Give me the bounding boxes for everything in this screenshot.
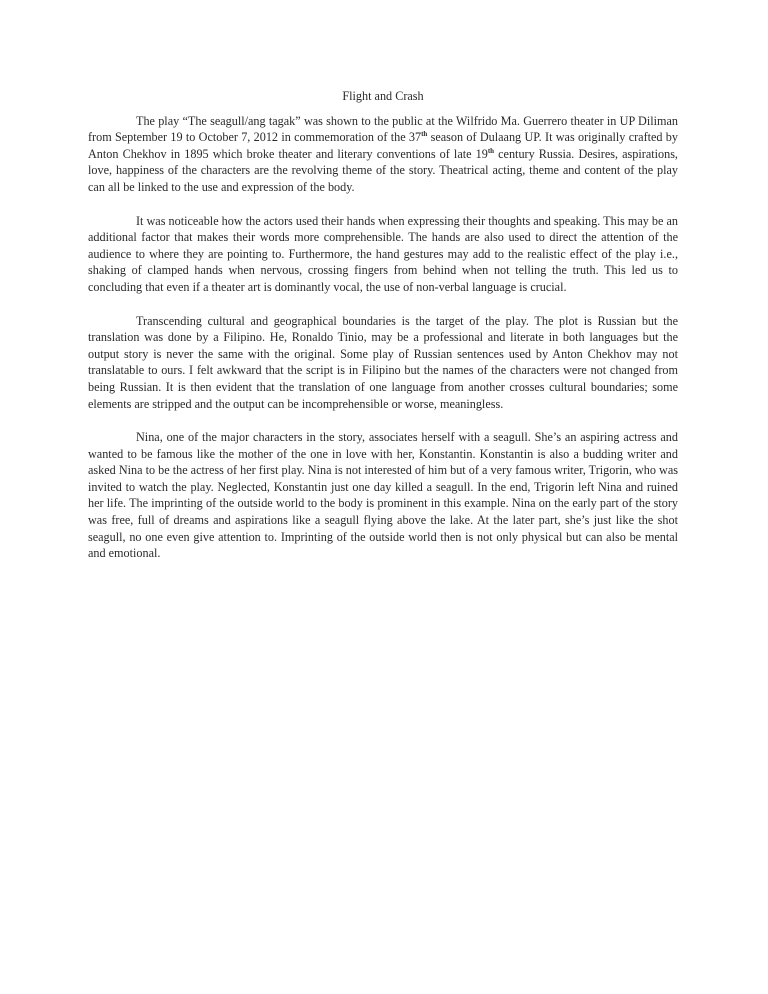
text-segment: season of Dulaang UP. It was originally crafted by Anton Chekhov in 1895 which broke theater and literary conventions of late 19 bbox=[88, 130, 678, 161]
text-segment: Nina, one of the major characters in the story, associates herself with a seagull. She’s an aspiring actress and wanted to be famous like the mother of the one in love with her, Konstantin. Konstantin is also a budding writer and asked Nina to be the actress of her first play. Nina is not interested of him but of a very famous writer, Trigorin, who was invited to watch the play. Neglected, Konstantin just one day killed a seagull. In the end, Trigorin left Nina and ruined her life. The imprinting of the outside world to the body is prominent in this example. Nina on the early part of the story was free, full of dreams and aspirations like a seagull flying above the lake. At the later part, she’s just like the shot seagull, no one even give attention to. Imprinting of the outside world then is not only physical but can also be mental and emotional. bbox=[88, 430, 678, 561]
superscript-ordinal: th bbox=[487, 146, 495, 155]
text-segment: It was noticeable how the actors used their hands when expressing their thoughts and speaking. This may be an additional factor that makes their words more comprehensible. The hands are also used to direct the attention of the audience to where they are pointing to. Furthermore, the hand gestures may add to the realistic effect of the play i.e., shaking of clamped hands when nervous, crossing fingers from behind when not telling the truth. This led us to concluding that even if a theater art is dominantly vocal, the use of non-verbal language is crucial. bbox=[88, 213, 678, 294]
paragraph bbox=[88, 213, 678, 296]
paragraph bbox=[88, 113, 678, 196]
document-title: Flight and Crash bbox=[342, 89, 424, 103]
text-segment: The play “The seagull/ang tagak” was shown to the public at the Wilfrido Ma. Guerrero theater in UP Diliman from September 19 to October 7, 2012 in commemoration of the 37 bbox=[88, 113, 678, 145]
text-segment: Transcending cultural and geographical boundaries is the target of the play. The plot is Russian but the translation was done by a Filipino. He, Ronaldo Tinio, may be a professional and literate in both languages but the output story is never the same with the original. Some play of Russian sentences used by Anton Chekhov may not translatable to ours. I felt awkward that the script is in Filipino but the names of the characters were not changed from being Russian. It is then evident that the translation of one language from another crosses cultural boundaries; some elements are stripped and the output can be incomprehensible or worse, meaningless. bbox=[88, 313, 678, 411]
paragraph bbox=[88, 429, 678, 562]
document-body bbox=[88, 88, 678, 579]
superscript-ordinal: th bbox=[421, 130, 428, 139]
paragraph bbox=[88, 313, 678, 413]
text-segment: century Russia. Desires, aspirations, love, happiness of the characters are the revolving theme of the story. Theatrical acting, theme and content of the play can all be linked to the use and expression of the body. bbox=[88, 146, 678, 194]
